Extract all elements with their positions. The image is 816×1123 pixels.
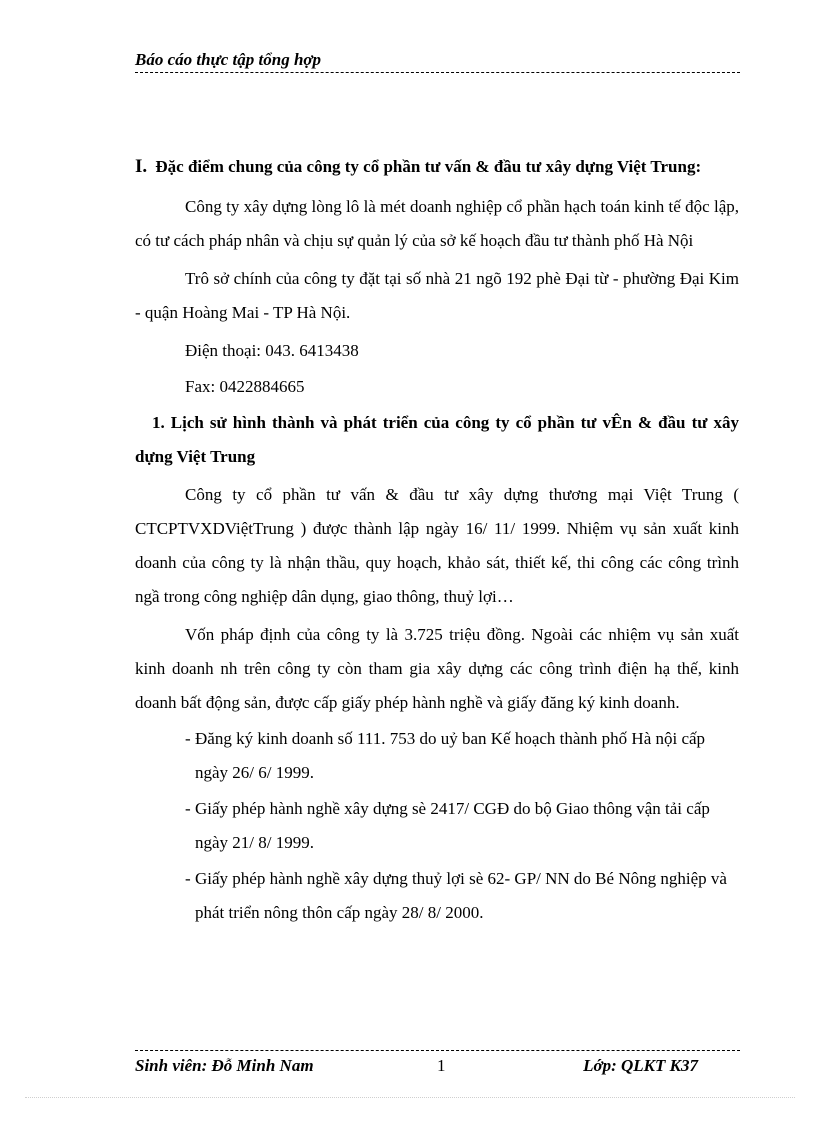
history-paragraph: Công ty cổ phần tư vấn & đầu tư xây dựng thương mại Việt Trung ( CTCPTVXDViệtTrung ) được thành lập ngày 16/ 11/ 1999. Nhiệm vụ sản xuất kinh doanh của công ty là nhận thầu, quy hoạch, khảo sát, thiết kế, thi công các công trình ngầ trong công nghiệp dân dụng, giao thông, thuỷ lợi… bbox=[135, 485, 739, 606]
footer-student: Sinh viên: Đỗ Minh Nam bbox=[135, 1056, 314, 1075]
list-item bbox=[135, 862, 739, 930]
headquarters-paragraph: Trô sở chính của công ty đặt tại số nhà 21 ngõ 192 phè Đại từ - phường Đại Kim - quận Hoàng Mai - TP Hà Nội. bbox=[135, 269, 739, 322]
list-item bbox=[135, 722, 739, 790]
page-number: 1 bbox=[437, 1056, 446, 1075]
document-body bbox=[135, 150, 739, 932]
page-header bbox=[135, 50, 740, 73]
list-item-text: Đăng ký kinh doanh số 111. 753 do uỷ ban Kế hoạch thành phố Hà nội cấp ngày 26/ 6/ 1999. bbox=[195, 729, 706, 782]
list-dash: - bbox=[185, 799, 191, 818]
page-footer bbox=[135, 1050, 740, 1081]
list-item bbox=[135, 792, 739, 860]
list-dash: - bbox=[185, 869, 191, 888]
subsection-heading: 1. Lịch sử hình thành và phát triển của công ty cổ phần tư vÊn & đầu tư xây dựng Việt Trung bbox=[135, 413, 739, 466]
page-bottom-divider bbox=[25, 1097, 795, 1098]
footer-class: Lớp: QLKT K37 bbox=[583, 1056, 698, 1075]
list-item-text: Giấy phép hành nghề xây dựng thuỷ lợi sè 62- GP/ NN do Bé Nông nghiệp và phát triển nông thôn cấp ngày 28/ 8/ 2000. bbox=[195, 869, 727, 922]
capital-paragraph: Vốn pháp định của công ty là 3.725 triệu đồng. Ngoài các nhiệm vụ sản xuất kinh doanh nh trên công ty còn tham gia xây dựng các công trình điện hạ thế, kinh doanh bất động sản, được cấp giấy phép hành nghề và giấy đăng ký kinh doanh. bbox=[135, 625, 739, 712]
list-dash: - bbox=[185, 729, 191, 748]
license-list bbox=[135, 722, 739, 930]
intro-paragraph: Công ty xây dựng lòng lô là mét doanh nghiệp cổ phần hạch toán kinh tế độc lập, có tư cách pháp nhân và chịu sự quản lý của sở kế hoạch đầu tư thành phố Hà Nội bbox=[135, 197, 739, 250]
list-item-text: Giấy phép hành nghề xây dựng sè 2417/ CGĐ do bộ Giao thông vận tải cấp ngày 21/ 8/ 1999. bbox=[195, 799, 710, 852]
section-title: Đặc điểm chung của công ty cổ phần tư vấn & đầu tư xây dựng Việt Trung: bbox=[155, 157, 702, 176]
fax-line: Fax: 0422884665 bbox=[185, 377, 305, 396]
section-heading bbox=[135, 150, 739, 184]
header-title: Báo cáo thực tập tổng hợp bbox=[135, 50, 322, 69]
phone-line: Điện thoại: 043. 6413438 bbox=[185, 341, 359, 360]
section-number: I. bbox=[135, 156, 148, 177]
